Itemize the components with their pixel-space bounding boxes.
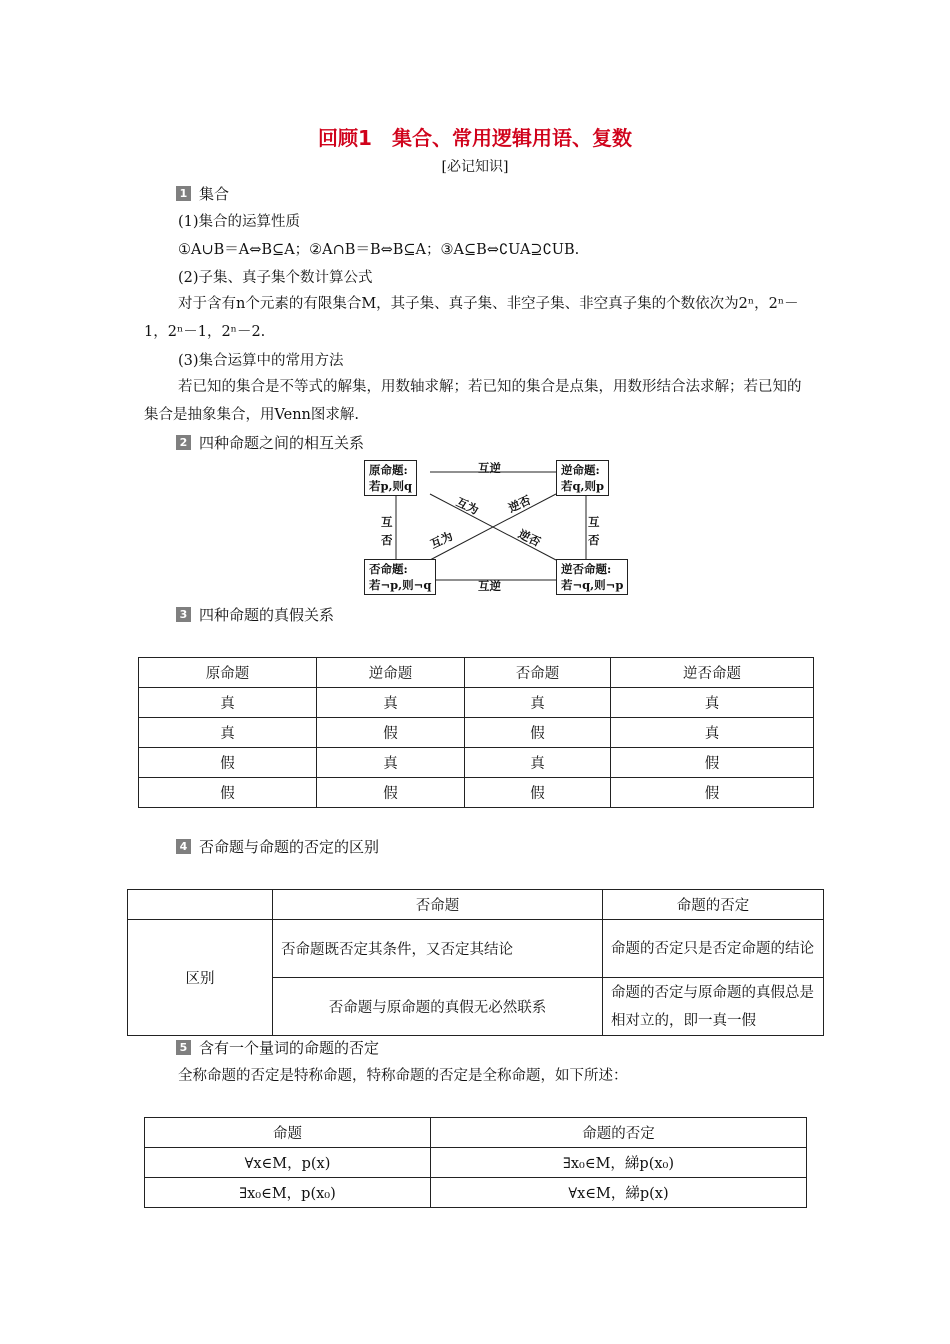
section-title: 四种命题的真假关系 <box>199 606 335 624</box>
box-line: 若q,则p <box>561 479 605 493</box>
header-cell: 逆命题 <box>317 658 465 688</box>
table-cell: ∃x₀∈M，綈p(x₀) <box>431 1148 807 1178</box>
table-cell: 假 <box>139 748 317 778</box>
box-line: 逆否命题: <box>561 562 612 576</box>
s1-p3-body: 若已知的集合是不等式的解集，用数轴求解；若已知的集合是点集，用数形结合法求解；若已知的集合是抽象集合，用Venn图求解. <box>144 379 802 423</box>
table-header-row <box>128 890 824 920</box>
table-cell: 真 <box>139 688 317 718</box>
s5-intro: 全称命题的否定是特称命题，特称命题的否定是全称命题，如下所述： <box>178 1068 628 1084</box>
section-title: 否命题与命题的否定的区别 <box>199 838 380 856</box>
section-number-badge: 2 <box>176 435 191 450</box>
row-label-cell: 区别 <box>128 920 273 1036</box>
table-cell: 真 <box>611 688 814 718</box>
section-number-badge: 3 <box>176 607 191 622</box>
table-cell: ∀x∈M，p(x) <box>145 1148 431 1178</box>
s1-p1-head: (1)集合的运算性质 <box>178 214 301 230</box>
table-header-row <box>145 1118 807 1148</box>
section-title: 集合 <box>199 185 230 203</box>
s1-p2-body: 对于含有n个元素的有限集合M，其子集、真子集、非空子集、非空真子集的个数依次为2ⁿ，2ⁿ－1，2ⁿ－1，2ⁿ－2. <box>144 296 799 340</box>
table-cell: 真 <box>465 688 611 718</box>
table-row <box>139 688 814 718</box>
s1-p3-head: (3)集合运算中的常用方法 <box>178 353 344 369</box>
table-header-row <box>139 658 814 688</box>
subtitle: [必记知识] <box>441 159 509 175</box>
contrapositive-proposition-box <box>556 559 628 595</box>
bottom-label: 互逆 <box>478 579 501 593</box>
original-proposition-box <box>364 460 417 496</box>
header-cell: 命题 <box>145 1118 431 1148</box>
table-cell: ∃x₀∈M，p(x₀) <box>145 1178 431 1208</box>
box-line: 若¬q,则¬p <box>561 578 624 592</box>
section-1-heading <box>176 183 229 204</box>
diag-label-nifou-1: 逆否 <box>506 492 533 516</box>
table-cell: 真 <box>139 718 317 748</box>
header-cell: 否命题 <box>273 890 603 920</box>
table-cell: 真 <box>611 718 814 748</box>
page-title: 回顾1 集合、常用逻辑用语、复数 <box>318 126 632 150</box>
header-cell: 逆否命题 <box>611 658 814 688</box>
table-cell: ∀x∈M，綈p(x) <box>431 1178 807 1208</box>
table-cell: 假 <box>465 718 611 748</box>
left-label-2: 否 <box>381 533 393 547</box>
table-cell: 命题的否定与原命题的真假总是相对立的，即一真一假 <box>603 978 824 1036</box>
section-number-badge: 1 <box>176 186 191 201</box>
table-cell: 假 <box>317 718 465 748</box>
section-title: 含有一个量词的命题的否定 <box>199 1039 380 1057</box>
section-2-heading <box>176 432 364 453</box>
table-cell: 真 <box>465 748 611 778</box>
diag-label-nifou-2: 逆否 <box>516 526 543 550</box>
table-row <box>139 748 814 778</box>
right-label-2: 否 <box>588 533 600 547</box>
four-propositions-diagram <box>360 458 622 598</box>
table-cell: 假 <box>317 778 465 808</box>
section-3-heading <box>176 604 334 625</box>
comparison-table <box>127 889 824 1036</box>
truth-table <box>138 657 814 808</box>
box-line: 若p,则q <box>369 479 413 493</box>
table-cell: 假 <box>611 748 814 778</box>
s1-p1-body: ①A∪B＝A⇔B⊆A；②A∩B＝B⇔B⊆A；③A⊆B⇔∁UA⊇∁UB. <box>178 242 580 258</box>
table-cell: 假 <box>139 778 317 808</box>
quantifier-table <box>144 1117 807 1208</box>
table-row <box>139 718 814 748</box>
box-line: 原命题: <box>369 463 408 477</box>
table-row <box>145 1148 807 1178</box>
section-5-heading <box>176 1037 379 1058</box>
diag-label-huwei-2: 互为 <box>428 528 455 552</box>
table-cell: 假 <box>465 778 611 808</box>
header-cell-empty <box>128 890 273 920</box>
box-line: 否命题: <box>369 562 408 576</box>
table-cell: 否命题与原命题的真假无必然联系 <box>273 978 603 1036</box>
left-label-1: 互 <box>381 515 393 529</box>
top-label: 互逆 <box>478 461 501 475</box>
diag-label-huwei-1: 互为 <box>454 494 481 518</box>
converse-proposition-box <box>556 460 609 496</box>
table-row <box>128 920 824 978</box>
table-row <box>139 778 814 808</box>
table-cell: 真 <box>317 688 465 718</box>
table-cell: 真 <box>317 748 465 778</box>
box-line: 若¬p,则¬q <box>369 578 432 592</box>
section-4-heading <box>176 836 379 857</box>
table-cell: 否命题既否定其条件，又否定其结论 <box>273 920 603 978</box>
section-number-badge: 4 <box>176 839 191 854</box>
header-cell: 命题的否定 <box>431 1118 807 1148</box>
s1-p2-head: (2)子集、真子集个数计算公式 <box>178 270 373 286</box>
box-line: 逆命题: <box>561 463 600 477</box>
section-number-badge: 5 <box>176 1040 191 1055</box>
inverse-proposition-box <box>364 559 436 595</box>
table-cell: 假 <box>611 778 814 808</box>
header-cell: 原命题 <box>139 658 317 688</box>
table-cell: 命题的否定只是否定命题的结论 <box>603 920 824 978</box>
header-cell: 命题的否定 <box>603 890 824 920</box>
right-label-1: 互 <box>588 515 600 529</box>
header-cell: 否命题 <box>465 658 611 688</box>
section-title: 四种命题之间的相互关系 <box>199 434 365 452</box>
table-row <box>145 1178 807 1208</box>
